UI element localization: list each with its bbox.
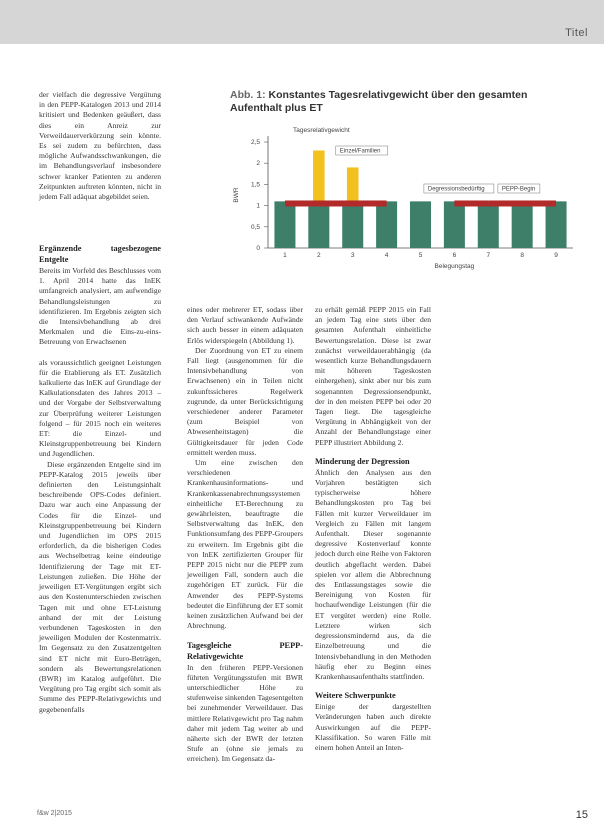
chart-bar bbox=[444, 201, 465, 248]
chart-bar bbox=[376, 201, 397, 248]
paragraph: Der Zuordnung von ET zu einem Fall liegt (ausgenommen für die Intensivbehandlung von Erwachsenen) ein in Teilen nicht zukunftssicheres Regelwerk zugrunde, da unter Berücksichtigung verschiedener anderer Parameter (zum Beispiel von Abwesenheitstagen) die Gültigkeitsdauer für jeden Code ermittelt werden muss. bbox=[187, 345, 303, 457]
page-number: 15 bbox=[575, 809, 588, 821]
y-tick-label: 1 bbox=[256, 202, 260, 210]
chart-bar bbox=[546, 201, 567, 248]
chart-bar bbox=[347, 167, 359, 201]
figure-title-text: Konstantes Tagesrelativgewicht über den gesamten Aufenthalt plus ET bbox=[230, 89, 528, 114]
x-tick-label: 4 bbox=[384, 252, 389, 259]
paragraph: der vielfach die degressive Vergütung in den PEPP-Katalogen 2013 und 2014 kritisiert und Bedenken geäußert, dass dies ein Anreiz zur Verweildauerverkürzung sein könnte. Es sei zudem zu befürchten, dass mögliche Aufwandsschwankungen, die im Behandlungsverlauf insbesondere schwer kranker Patienten zu anderen Zeitpunkten auftreten könnten, nicht in jedem Fall adäquat abgebildet seien. bbox=[39, 90, 161, 202]
x-tick-label: 2 bbox=[317, 252, 321, 259]
section-label: Titel bbox=[565, 27, 588, 39]
paragraph: als voraussichtlich geeignet Leistungen für die Etablierung als ET. Zusätzlich kalkulierte das InEK auf Grundlage der Kalkulationsdaten des Jahres 2013 – und der Vorgabe der Selbstverwaltung zur Überprüfung weiterer Leistungen folgend – für 2015 noch ein weiteres ET: die Einzel- und Kleinstgruppenbetreuung bei Kindern und Jugendlichen. bbox=[39, 357, 161, 459]
x-tick-label: 1 bbox=[283, 252, 287, 259]
paragraph: In den früheren PEPP-Versionen führten Vergütungsstufen mit BWR unterschiedlicher Höhe zu stufenweise sinkenden Tagesentgelten bei zunehmender Verweildauer. Das mittlere Relativgewicht pro Tag nahm daher mit jedem Tag weiter ab und näherte sich der BWR der letzten Stufe an (ohne sie jemals zu erreichen). Im Gegensatz da- bbox=[187, 662, 303, 764]
chart bbox=[228, 120, 588, 280]
subheading: Tagesgleiche PEPP-Relativgewichte bbox=[187, 640, 303, 661]
paragraph: zu erhält gemäß PEPP 2015 ein Fall an jedem Tag eine stets über den gesamten Aufenthalt einheitliche Bewertungsrelation. Diese ist zwar zunächst verweildauerabhängig (da wesentlich kurze Behandlungsdauern mit höheren Tageskosten einhergehen), sinkt aber nur bis zum sogenannten Degressionsendpunkt, der in den meisten PEPP bei oder 20 Tagen liegt. Die tagesgleiche Vergütung in Abhängigkeit von der Anzahl der Behandlungstage einer PEPP illustriert Abbildung 2. bbox=[315, 305, 431, 447]
x-tick-label: 9 bbox=[554, 252, 558, 259]
subheading: Minderung der Degression bbox=[315, 456, 410, 466]
y-tick-label: 0,5 bbox=[250, 223, 260, 231]
x-tick-label: 8 bbox=[520, 252, 524, 259]
legend-label: Degressionsbedürftig bbox=[427, 186, 485, 193]
x-tick-label: 3 bbox=[350, 252, 355, 259]
y-axis-label: BWR bbox=[233, 187, 240, 203]
chart-band bbox=[454, 200, 488, 206]
paragraph: Ähnlich den Analysen aus den Vorjahren bestätigten sich typischerweise höhere Behandlungskosten pro Tag bei Fällen mit kurzer Verweildauer im Vergleich zu Fällen mit langem Aufenthalt. Dieser sogenannte degressive Kostenverlauf konnte jedoch durch eine Reihe von Faktoren deutlich abgeflacht werden. Dabei spielen vor allem die Abbrechnung des Entlassungstages sowie die Bereinigung von Kosten für hochaufwendige Leistungen (für die ET vergütet werden) eine Rolle. Letztere wirken sich degressionsmindernd aus, da die Einzelbetreuung und die Intensivbehandlung in den Methoden häufig eher zu Beginn eines Krankenhausaufenthalts stattfinden. bbox=[315, 467, 431, 681]
paragraph: Diese ergänzenden Entgelte sind im PEPP-Katalog 2015 jeweils über definierten den Leistungsinhalt beschreibende OPS-Codes definiert. Dazu war auch eine Anpassung der Codes für die Einzel- und Kleinstgruppenbetreuung bei Kindern und Jugendlichen im OPS 2015 erforderlich, da die bisherigen Codes aus Wechselbetrag keine eindeutige Identifizierung der Tage mit ET-Leistungen zuließen. Die Höhe der jeweiligen ET-Vergütungen ergibt sich aus den Kostenunterschieden zwischen Tagen mit und ohne ET-Leistung anhand der mit der Leistung verbundenen Tageskosten in den jeweiligen Modulen der Kostenmatrix. Im Gegensatz zu den Zusatzentgelten sind ET nicht mit Euro-Beträgen, sondern als Bewertungsrelationen (BWR) im Katalog aufgeführt. Die Vergütung pro Tag ergibt sich somit als Summe des PEPP-Relativgewichts und gegebenenfalls bbox=[39, 459, 161, 714]
footer-issue: f&w 2|2015 bbox=[37, 810, 72, 817]
header-bar bbox=[0, 0, 604, 44]
chart-bar bbox=[313, 150, 325, 201]
legend-label: PEPP-Begin bbox=[501, 186, 536, 193]
paragraph: Um eine zwischen den verschiedenen Krankenhausinformations- und Krankenkassenabrechnungssystemen einheitliche ET-Berechnung zu gewährleisten, beauftragte die Selbstverwaltung das InEK, den Funktionsumfang des PEPP-Groupers zu erweitern. Im Ergebnis gibt die von InEK zertifizierten Grouper für PEPP 2015 nicht nur die PEPP zum jeweiligen Fall, sondern auch die zugehörigen ET zurück. Für die Anwender des PEPP-Systems bedeutet die Einführung der ET somit keinen zusätzlichen Aufwand bei der Abrechnung. bbox=[187, 458, 303, 631]
subheading: Weitere Schwerpunkte bbox=[315, 691, 396, 701]
x-tick-label: 7 bbox=[486, 252, 491, 259]
chart-annotation: Tagesrelativgewicht bbox=[293, 127, 350, 134]
column-middle bbox=[187, 305, 303, 765]
column-left-top bbox=[39, 90, 161, 202]
figure-title bbox=[230, 89, 570, 114]
chart-bar bbox=[410, 201, 431, 248]
y-tick-label: 2 bbox=[256, 160, 260, 168]
chart-bar bbox=[512, 201, 533, 248]
chart-band bbox=[285, 200, 387, 206]
legend-label: Einzel/Familien bbox=[339, 148, 381, 155]
chart-bar bbox=[274, 201, 295, 248]
x-axis-label: Belegungstag bbox=[434, 263, 475, 270]
figure-number: Abb. 1: bbox=[230, 89, 266, 101]
column-left bbox=[39, 235, 161, 715]
column-right bbox=[315, 305, 431, 753]
paragraph: Einige der dargestellten Veränderungen haben auch direkte Auswirkungen auf die PEPP-Klassifikation. So waren Fälle mit einem hohen Anteil an Inten- bbox=[315, 702, 431, 752]
chart-bar bbox=[342, 201, 363, 248]
y-tick-label: 0 bbox=[256, 245, 260, 252]
y-tick-label: 1,5 bbox=[250, 181, 260, 189]
paragraph: eines oder mehrerer ET, sodass über den Verlauf schwankende Aufwände sich auch besser in einem adäquaten Erlös widerspiegeln (Abbildung 1). bbox=[187, 305, 303, 345]
x-tick-label: 5 bbox=[418, 252, 423, 259]
y-tick-label: 2,5 bbox=[250, 139, 260, 146]
paragraph: Bereits im Vorfeld des Beschlusses vom 1. April 2014 hatte das InEK umfangreich analysiert, am aufwendige Behandlungsleistungen zu identifizieren. Im Ergebnis zeigten sich die Intensivbehandlung ab drei Merkmalen und die Eins-zu-eins-Betreuung von Erwachsenen bbox=[39, 266, 161, 347]
x-tick-label: 6 bbox=[452, 252, 457, 259]
chart-bar bbox=[478, 201, 499, 248]
chart-bar bbox=[308, 201, 329, 248]
subheading: Ergänzende tagesbezogene Entgelte bbox=[39, 244, 161, 264]
chart-band bbox=[488, 200, 556, 206]
